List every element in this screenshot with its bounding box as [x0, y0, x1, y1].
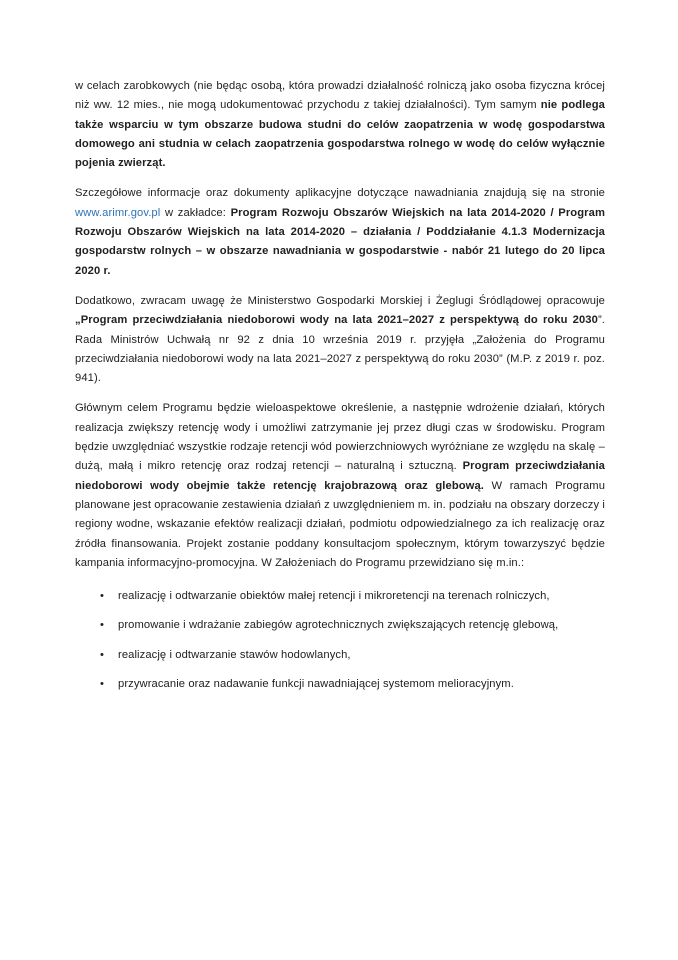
list-item-text: promowanie i wdrażanie zabiegów agrotechnicznych zwiększających retencję glebową,: [118, 619, 559, 632]
bullet-icon: •: [100, 590, 105, 603]
paragraph-text: w zakładce:: [160, 206, 231, 219]
paragraph-text-bold: nie podlega także wsparciu w tym obszarze budowa studni do celów zaopatrzenia w wodę gospodarstwa domowego ani studnia w celach zaopatrzenia gospodarstwa rolnego w wodę do celów wyłącznie pojenia zwierząt.: [75, 99, 605, 170]
list-item: [75, 646, 605, 665]
list-item-text: przywracanie oraz nadawanie funkcji nawadniającej systemom melioracyjnym.: [118, 678, 514, 691]
paragraph-text-bold: Program Rozwoju Obszarów Wiejskich na lata 2014-2020 / Program Rozwoju Obszarów Wiejskich na lata 2014-2020 – działania / Poddziałanie 4.1.3 Modernizacja gospodarstw rolnych – w obszarze nawadniania w gospodarstwie - nabór 21 lutego do 20 lipca 2020 r.: [75, 206, 606, 277]
paragraph-text: W ramach Programu planowane jest opracowanie zestawienia działań z uwzględnieniem m. in. podziału na obszary dorzeczy i regiony wodne, wskazanie efektów realizacji działań, podmiotu odpowiedzialnego za ich realizację oraz źródła finansowania. Projekt zostanie poddany konsultacjom społecznym, którym towarzyszyć będzie kampania informacyjno-promocyjna. W Założeniach do Programu przewidziano się m.in.:: [75, 479, 606, 569]
paragraph-text-bold: Program przeciwdziałania niedoborowi wody obejmie także retencję krajobrazową oraz glebową.: [75, 460, 605, 492]
paragraph-wells-exclusion: [75, 77, 605, 173]
list-item-text: realizację i odtwarzanie stawów hodowlanych,: [118, 648, 351, 661]
list-item: [75, 675, 605, 694]
paragraph-text-bold: „Program przeciwdziałania niedoborowi wody na lata 2021–2027 z perspektywą do roku 2030: [75, 314, 598, 327]
arimr-website-link[interactable]: www.arimr.gov.pl: [75, 206, 161, 219]
program-measures-list: [75, 587, 605, 694]
document-content: [75, 77, 605, 704]
paragraph-text: Dodatkowo, zwracam uwagę że Ministerstwo Gospodarki Morskiej i Żeglugi Śródlądowej opracowuje: [75, 294, 605, 307]
bullet-icon: •: [100, 619, 105, 632]
paragraph-ministry-program: [75, 292, 605, 388]
list-item: [75, 616, 605, 635]
paragraph-text: Głównym celem Programu będzie wieloaspektowe określenie, a następnie wdrożenie działań, których realizacja zwiększy retencję wody i umożliwi zatrzymanie jej przez długi czas w środowisku. Program będzie uwzględniać wszystkie rodzaje retencji wód powierzchniowych wyróżniane ze względu na skalę – dużą, małą i mikro retencję oraz rodzaj retencji – naturalną i sztuczną.: [75, 402, 605, 473]
bullet-icon: •: [100, 678, 105, 691]
paragraph-text: ”. Rada Ministrów Uchwałą nr 92 z dnia 10 września 2019 r. przyjęła „Założenia do Programu przeciwdziałania niedoborowi wody na lata 2021–2027 z perspektywą do roku 2030” (M.P. z 2019 r. poz. 941).: [75, 314, 605, 385]
paragraph-text: w celach zarobkowych (nie będąc osobą, która prowadzi działalność rolniczą jako osoba fizyczna krócej niż ww. 12 mies., nie mogą udokumentować przychodu z takiej działalności). Tym samym: [75, 80, 605, 112]
paragraph-arimr-info: [75, 184, 605, 280]
bullet-icon: •: [100, 648, 105, 661]
list-item: [75, 587, 605, 606]
list-item-text: realizację i odtwarzanie obiektów małej retencji i mikroretencji na terenach rolniczych,: [118, 590, 550, 603]
paragraph-program-goal: [75, 399, 605, 573]
paragraph-text: Szczegółowe informacje oraz dokumenty aplikacyjne dotyczące nawadniania znajdują się na stronie: [75, 187, 605, 200]
